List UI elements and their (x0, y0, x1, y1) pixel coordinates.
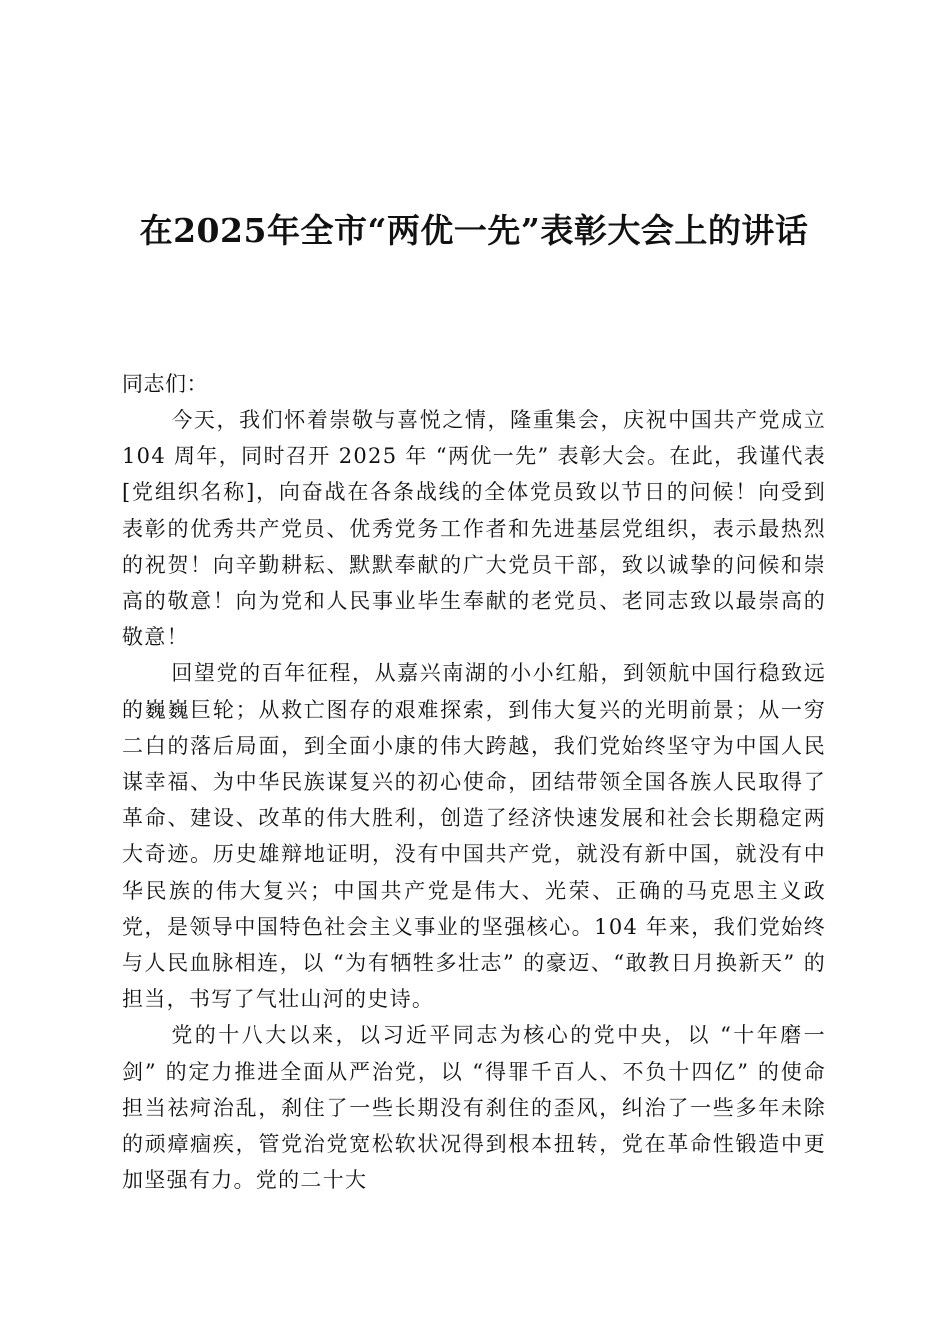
paragraph-1: 今天，我们怀着崇敬与喜悦之情，隆重集会，庆祝中国共产党成立 104 周年，同时召开 2025 年 “两优一先” 表彰大会。在此，我谨代表 [党组织名称]，向奋战在各条战线的全体党员致以节日的问候！向受到表彰的优秀共产党员、优秀党务工作者和先进基层党组织，表示最热烈的祝贺！向辛勤耕耘、默默奉献的广大党员干部，致以诚挚的问候和崇高的敬意！向为党和人民事业毕生奉献的老党员、老同志致以最崇高的敬意！ (122, 408, 826, 650)
document-body (122, 366, 826, 1198)
salutation: 同志们： (122, 372, 208, 396)
paragraph-3: 党的十八大以来，以习近平同志为核心的党中央，以 “十年磨一剑” 的定力推进全面从严治党，以 “得罪千百人、不负十四亿” 的使命担当祛疴治乱，刹住了一些长期没有刹住的歪风，纠治了一些多年未除的顽瘴痼疾，管党治党宽松软状况得到根本扭转，党在革命性锻造中更加坚强有力。党的二十大 (122, 1023, 826, 1193)
paragraph-2: 回望党的百年征程，从嘉兴南湖的小小红船，到领航中国行稳致远的巍巍巨轮；从救亡图存的艰难探索，到伟大复兴的光明前景；从一穷二白的落后局面，到全面小康的伟大跨越，我们党始终坚守为中国人民谋幸福、为中华民族谋复兴的初心使命，团结带领全国各族人民取得了革命、建设、改革的伟大胜利，创造了经济快速发展和社会长期稳定两大奇迹。历史雄辩地证明，没有中国共产党，就没有新中国，就没有中华民族的伟大复兴；中国共产党是伟大、光荣、正确的马克思主义政党，是领导中国特色社会主义事业的坚强核心。104 年来，我们党始终与人民血脉相连，以 “为有牺牲多壮志” 的豪迈、“敢教日月换新天” 的担当，书写了气壮山河的史诗。 (122, 661, 826, 1012)
document-title: 在2025年全市“两优一先”表彰大会上的讲话 (139, 211, 809, 250)
